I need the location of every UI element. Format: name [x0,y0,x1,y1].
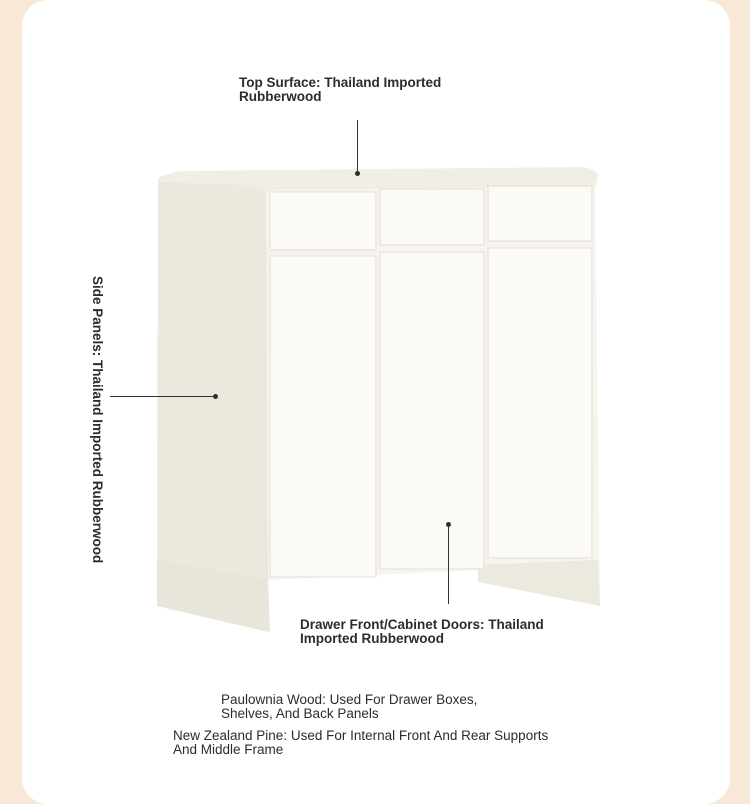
door-left [270,256,376,577]
drawer-left [270,192,376,250]
front-label: Drawer Front/Cabinet Doors: Thailand Imported Rubberwood [300,617,544,646]
cabinet-right-leg [478,560,600,606]
side-panel-marker [213,394,218,399]
drawer-right [488,186,592,241]
top-surface-label: Top Surface: Thailand Imported Rubberwood [239,75,442,104]
door-right [488,248,592,558]
top-surface-marker [355,171,360,176]
pine-label: New Zealand Pine: Used For Internal Front And Rear Supports And Middle Frame [173,728,549,757]
front-marker [446,522,451,527]
top-surface-leader [357,120,358,172]
door-middle [380,252,484,569]
front-leader [448,526,449,604]
drawer-middle [380,189,484,245]
side-panels-label: Side Panels: Thailand Imported Rubberwood [90,276,105,564]
paulownia-label: Paulownia Wood: Used For Drawer Boxes, Shelves, And Back Panels [221,692,478,721]
side-panel-leader [110,396,216,397]
